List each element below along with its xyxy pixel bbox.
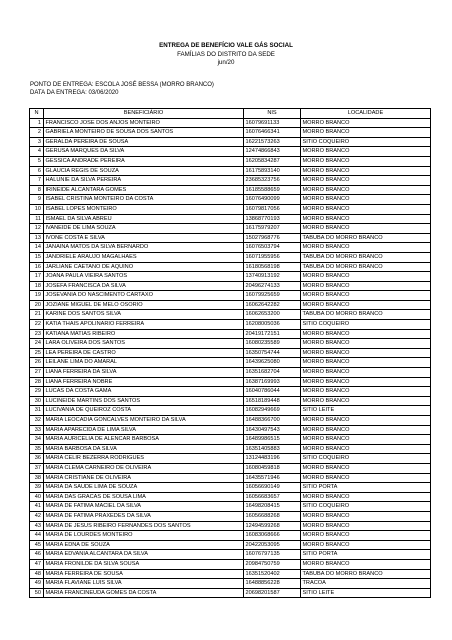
nis-number: 16518189448	[244, 396, 301, 406]
table-row	[30, 262, 431, 272]
row-number: 23	[30, 329, 44, 339]
beneficiary-name: ISABEL LOPES MONTEIRO	[44, 204, 244, 214]
beneficiary-name: MARIA DE FATIMA MACIEL DA SILVA	[44, 502, 244, 512]
delivery-info	[30, 81, 214, 98]
locality: MORRO BRANCO	[301, 166, 431, 176]
document-title: ENTREGA DE BENEFÍCIO VALE GÁS SOCIAL	[159, 42, 293, 49]
table-row	[30, 444, 431, 454]
beneficiary-name: IRINEIDE ALCANTARA GOMES	[44, 185, 244, 195]
beneficiary-name: LIANA FERREIRA NOBRE	[44, 377, 244, 387]
table-row	[30, 320, 431, 330]
beneficiary-name: LIANA FERREIRA DA SILVA	[44, 368, 244, 378]
beneficiary-name: IVANEIDE DE LIMA SOUZA	[44, 224, 244, 234]
row-number: 7	[30, 176, 44, 186]
locality: MORRO BRANCO	[301, 243, 431, 253]
locality: SITIO COQUEIRO	[301, 320, 431, 330]
nis-number: 16076466341	[244, 128, 301, 138]
nis-number: 20422053095	[244, 540, 301, 550]
table-row	[30, 185, 431, 195]
locality: SITIO COQUEIRO	[301, 454, 431, 464]
table-row	[30, 310, 431, 320]
locality: MORRO BRANCO	[301, 416, 431, 426]
locality: MORRO BRANCO	[301, 329, 431, 339]
nis-number: 16221573263	[244, 137, 301, 147]
row-number: 5	[30, 156, 44, 166]
locality: MORRO BRANCO	[301, 156, 431, 166]
table-row	[30, 339, 431, 349]
row-number: 4	[30, 147, 44, 157]
beneficiary-name: MARIA CELIR BEZERRA RODRIGUES	[44, 454, 244, 464]
locality: MORRO BRANCO	[301, 281, 431, 291]
table-row	[30, 176, 431, 186]
nis-number: 16062642282	[244, 300, 301, 310]
row-number: 18	[30, 281, 44, 291]
locality: SITIO LEITE	[301, 406, 431, 416]
locality: TABUBA DO MORRO BRANCO	[301, 262, 431, 272]
row-number: 35	[30, 444, 44, 454]
table-row	[30, 243, 431, 253]
column-header-locality: LOCALIDADE	[301, 109, 431, 119]
nis-number: 20984750759	[244, 559, 301, 569]
locality: MORRO BRANCO	[301, 358, 431, 368]
beneficiary-name: MARIA LEOCADIA GONCALVES MONTEIRO DA SILVA	[44, 416, 244, 426]
table-row	[30, 281, 431, 291]
delivery-date: DATA DA ENTREGA: 03/06/2020	[30, 90, 119, 97]
row-number: 12	[30, 224, 44, 234]
locality: MORRO BRANCO	[301, 214, 431, 224]
beneficiary-name: GABRIELA MONTEIRO DE SOUSA DOS SANTOS	[44, 128, 244, 138]
nis-number: 16488366700	[244, 416, 301, 426]
locality: MORRO BRANCO	[301, 176, 431, 186]
row-number: 21	[30, 310, 44, 320]
table-row	[30, 435, 431, 445]
nis-number: 13868770193	[244, 214, 301, 224]
table-row	[30, 579, 431, 589]
nis-number: 16040786044	[244, 387, 301, 397]
beneficiary-table	[29, 108, 431, 598]
row-number: 3	[30, 137, 44, 147]
beneficiary-name: GERALDA PEREIRA DE SOUSA	[44, 137, 244, 147]
table-row	[30, 214, 431, 224]
beneficiary-name: MARIA DE JESUS RIBEIRO FERNANDES DOS SANTOS	[44, 521, 244, 531]
beneficiary-name: JARLIANE CAETANO DE AQUINO	[44, 262, 244, 272]
nis-number: 20419172151	[244, 329, 301, 339]
table-row	[30, 550, 431, 560]
row-number: 38	[30, 473, 44, 483]
row-number: 49	[30, 579, 44, 589]
locality: MORRO BRANCO	[301, 463, 431, 473]
beneficiary-name: LUCIVANIA DE QUEIROZ COSTA	[44, 406, 244, 416]
table-row	[30, 521, 431, 531]
beneficiary-name: LUCAS DA COSTA GAMA	[44, 387, 244, 397]
table-row	[30, 358, 431, 368]
row-number: 9	[30, 195, 44, 205]
nis-number: 12494599268	[244, 521, 301, 531]
table-row	[30, 588, 431, 598]
locality: SITIO PORTA	[301, 483, 431, 493]
column-header-beneficiary: BENEFICIÁRIO	[44, 109, 244, 119]
nis-number: 16430497543	[244, 425, 301, 435]
beneficiary-name: LEILANE LIMA DO AMARAL	[44, 358, 244, 368]
locality: SITIO LEITE	[301, 588, 431, 598]
row-number: 29	[30, 387, 44, 397]
beneficiary-name: ISABEL CRISTINA MONTEIRO DA COSTA	[44, 195, 244, 205]
beneficiary-name: KATIA THAIS APOLINARIO FERREIRA	[44, 320, 244, 330]
locality: MORRO BRANCO	[301, 473, 431, 483]
beneficiary-name: MARIA EDNA DE SOUZA	[44, 540, 244, 550]
locality: MORRO BRANCO	[301, 368, 431, 378]
column-header-number: N	[30, 109, 44, 119]
row-number: 28	[30, 377, 44, 387]
table-row	[30, 483, 431, 493]
row-number: 39	[30, 483, 44, 493]
beneficiary-name: LARA OLIVEIRA DOS SANTOS	[44, 339, 244, 349]
locality: MORRO BRANCO	[301, 118, 431, 128]
nis-number: 16079817056	[244, 204, 301, 214]
locality: MORRO BRANCO	[301, 204, 431, 214]
beneficiary-name: MARIA CLEMA CARNEIRO DE OLIVEIRA	[44, 463, 244, 473]
beneficiary-name: IVONE COSTA E SILVA	[44, 233, 244, 243]
nis-number: 16175893140	[244, 166, 301, 176]
row-number: 48	[30, 569, 44, 579]
table-row	[30, 291, 431, 301]
locality: MORRO BRANCO	[301, 339, 431, 349]
nis-number: 16351520402	[244, 569, 301, 579]
nis-number: 16351405883	[244, 444, 301, 454]
locality: TRACOA	[301, 579, 431, 589]
locality: MORRO BRANCO	[301, 540, 431, 550]
delivery-location: PONTO DE ENTREGA: ESCOLA JOSÉ BESSA (MORRO BRANCO)	[30, 82, 214, 88]
row-number: 19	[30, 291, 44, 301]
table-row	[30, 233, 431, 243]
table-row	[30, 387, 431, 397]
locality: SITIO COQUEIRO	[301, 137, 431, 147]
nis-number: 16056683657	[244, 492, 301, 502]
table-header-row	[30, 109, 431, 119]
nis-number: 16082949669	[244, 406, 301, 416]
table-row	[30, 147, 431, 157]
nis-number: 16351682704	[244, 368, 301, 378]
row-number: 20	[30, 300, 44, 310]
locality: MORRO BRANCO	[301, 425, 431, 435]
nis-number: 12474866843	[244, 147, 301, 157]
locality: MORRO BRANCO	[301, 521, 431, 531]
beneficiary-name: MARIA FLAVIANE LUIS SILVA	[44, 579, 244, 589]
beneficiary-name: MARIA APARECIDA DE LIMA SILVA	[44, 425, 244, 435]
nis-number: 13740913192	[244, 272, 301, 282]
beneficiary-name: GLAUCIA REGIS DE SOUZA	[44, 166, 244, 176]
table-row	[30, 137, 431, 147]
nis-number: 16079691133	[244, 118, 301, 128]
row-number: 13	[30, 233, 44, 243]
table-row	[30, 463, 431, 473]
beneficiary-name: MARIA DE LOURDES MONTEIRO	[44, 531, 244, 541]
nis-number: 16076503794	[244, 243, 301, 253]
table-row	[30, 377, 431, 387]
beneficiary-name: ISMAEL DA SILVA ABREU	[44, 214, 244, 224]
locality: MORRO BRANCO	[301, 396, 431, 406]
nis-number: 16175979207	[244, 224, 301, 234]
nis-number: 16076490099	[244, 195, 301, 205]
beneficiary-name: LEA PEREIRA DE CASTRO	[44, 348, 244, 358]
table-row	[30, 425, 431, 435]
column-header-nis: NIS	[244, 109, 301, 119]
locality: MORRO BRANCO	[301, 559, 431, 569]
table-row	[30, 252, 431, 262]
nis-number: 16208005036	[244, 320, 301, 330]
beneficiary-name: KATIANA MATIAS RIBEIRO	[44, 329, 244, 339]
nis-number: 16498208415	[244, 502, 301, 512]
locality: MORRO BRANCO	[301, 224, 431, 234]
row-number: 25	[30, 348, 44, 358]
row-number: 16	[30, 262, 44, 272]
row-number: 1	[30, 118, 44, 128]
beneficiary-name: HALUNIE DA SILVA PEREIRA	[44, 176, 244, 186]
row-number: 50	[30, 588, 44, 598]
table-row	[30, 368, 431, 378]
table-row	[30, 224, 431, 234]
locality: MORRO BRANCO	[301, 195, 431, 205]
locality: MORRO BRANCO	[301, 300, 431, 310]
locality: MORRO BRANCO	[301, 185, 431, 195]
nis-number: 13124483196	[244, 454, 301, 464]
nis-number: 16071955956	[244, 252, 301, 262]
locality: TABUBA DO MORRO BRANCO	[301, 233, 431, 243]
nis-number: 16185588659	[244, 185, 301, 195]
table-row	[30, 195, 431, 205]
row-number: 22	[30, 320, 44, 330]
beneficiary-name: JOSEFA FRANCISCA DA SILVA	[44, 281, 244, 291]
beneficiary-name: MARIA EDVANIA ALCANTARA DA SILVA	[44, 550, 244, 560]
table-row	[30, 329, 431, 339]
beneficiary-name: MARIA FERREIRA DE SOUSA	[44, 569, 244, 579]
beneficiary-name: JANAINA MATOS DA SILVA BERNARDO	[44, 243, 244, 253]
locality: MORRO BRANCO	[301, 147, 431, 157]
locality: TABUBA DO MORRO BRANCO	[301, 252, 431, 262]
row-number: 30	[30, 396, 44, 406]
beneficiary-name: FRANCISCO JOSE DOS ANJOS MONTEIRO	[44, 118, 244, 128]
nis-number: 16080459818	[244, 463, 301, 473]
locality: MORRO BRANCO	[301, 272, 431, 282]
document-period: jun/20	[217, 59, 235, 67]
row-number: 27	[30, 368, 44, 378]
row-number: 6	[30, 166, 44, 176]
locality: MORRO BRANCO	[301, 444, 431, 454]
row-number: 11	[30, 214, 44, 224]
beneficiary-name: MARIA FRANCINEUDA GOMES DA COSTA	[44, 588, 244, 598]
locality: MORRO BRANCO	[301, 377, 431, 387]
beneficiary-name: MARIA FRONILDE DA SILVA SOUSA	[44, 559, 244, 569]
beneficiary-name: MARIA DE FATIMA PRAXEDES DA SILVA	[44, 511, 244, 521]
row-number: 31	[30, 406, 44, 416]
table-row	[30, 204, 431, 214]
locality: MORRO BRANCO	[301, 387, 431, 397]
row-number: 15	[30, 252, 44, 262]
row-number: 33	[30, 425, 44, 435]
table-row	[30, 416, 431, 426]
locality: MORRO BRANCO	[301, 128, 431, 138]
beneficiary-name: GERUSA MARQUES DA SILVA	[44, 147, 244, 157]
table-row	[30, 531, 431, 541]
row-number: 24	[30, 339, 44, 349]
nis-number: 16062653200	[244, 310, 301, 320]
locality: TABUBA DO MORRO BRANCO	[301, 310, 431, 320]
beneficiary-name: MARIA AURICELIA DE ALENCAR BARBOSA	[44, 435, 244, 445]
row-number: 8	[30, 185, 44, 195]
beneficiary-name: KARINE DOS SANTOS SILVA	[44, 310, 244, 320]
row-number: 2	[30, 128, 44, 138]
table-row	[30, 348, 431, 358]
table-row	[30, 511, 431, 521]
table-row	[30, 569, 431, 579]
nis-number: 16076797135	[244, 550, 301, 560]
table-row	[30, 118, 431, 128]
nis-number: 23685323756	[244, 176, 301, 186]
table-row	[30, 454, 431, 464]
beneficiary-name: MARIA CRISTIANE DE OLIVEIRA	[44, 473, 244, 483]
table-row	[30, 540, 431, 550]
nis-number: 15027968776	[244, 233, 301, 243]
locality: MORRO BRANCO	[301, 511, 431, 521]
row-number: 34	[30, 435, 44, 445]
beneficiary-name: MARIA DA SAUDE LIMA DE SOUZA	[44, 483, 244, 493]
row-number: 10	[30, 204, 44, 214]
row-number: 37	[30, 463, 44, 473]
nis-number: 16180568198	[244, 262, 301, 272]
nis-number: 20698201587	[244, 588, 301, 598]
table-row	[30, 396, 431, 406]
beneficiary-name: LUCINEIDE MARTINS DOS SANTOS	[44, 396, 244, 406]
table-row	[30, 502, 431, 512]
row-number: 41	[30, 502, 44, 512]
table-row	[30, 272, 431, 282]
table-row	[30, 128, 431, 138]
row-number: 40	[30, 492, 44, 502]
locality: MORRO BRANCO	[301, 492, 431, 502]
row-number: 14	[30, 243, 44, 253]
nis-number: 16080235589	[244, 339, 301, 349]
locality: SITIO COQUEIRO	[301, 502, 431, 512]
row-number: 32	[30, 416, 44, 426]
row-number: 44	[30, 531, 44, 541]
row-number: 36	[30, 454, 44, 464]
table-row	[30, 406, 431, 416]
table-row	[30, 156, 431, 166]
nis-number: 16205834287	[244, 156, 301, 166]
nis-number: 16350754744	[244, 348, 301, 358]
row-number: 17	[30, 272, 44, 282]
beneficiary-name: JANDRIELE ARAUJO MAGALHAES	[44, 252, 244, 262]
locality: MORRO BRANCO	[301, 531, 431, 541]
nis-number: 16387169993	[244, 377, 301, 387]
beneficiary-name: JOANA PAULA VIEIRA SANTOS	[44, 272, 244, 282]
row-number: 43	[30, 521, 44, 531]
beneficiary-name: MARIA DAS GRACAS DE SOUSA LIMA	[44, 492, 244, 502]
document-subtitle: FAMÍLIAS DO DISTRITO DA SEDE	[177, 50, 275, 58]
nis-number: 16056688268	[244, 511, 301, 521]
locality: MORRO BRANCO	[301, 348, 431, 358]
table-row	[30, 300, 431, 310]
nis-number: 16083068666	[244, 531, 301, 541]
row-number: 45	[30, 540, 44, 550]
row-number: 26	[30, 358, 44, 368]
beneficiary-name: MARIA BARBOSA DA SILVA	[44, 444, 244, 454]
row-number: 46	[30, 550, 44, 560]
locality: SITIO PORTA	[301, 550, 431, 560]
table-body	[30, 118, 431, 598]
table-row	[30, 492, 431, 502]
row-number: 42	[30, 511, 44, 521]
nis-number: 16489986515	[244, 435, 301, 445]
locality: TABUBA DO MORRO BRANCO	[301, 569, 431, 579]
beneficiary-name: JOSEVANIA DO NASCIMENTO CARTAXO	[44, 291, 244, 301]
table-row	[30, 473, 431, 483]
nis-number: 16079925659	[244, 291, 301, 301]
locality: MORRO BRANCO	[301, 291, 431, 301]
nis-number: 16488856228	[244, 579, 301, 589]
document-header	[0, 42, 452, 68]
nis-number: 16056690149	[244, 483, 301, 493]
nis-number: 16439625080	[244, 358, 301, 368]
table-row	[30, 559, 431, 569]
nis-number: 16435571946	[244, 473, 301, 483]
beneficiary-name: JOZIANE MIGUEL DE MELO OSORIO	[44, 300, 244, 310]
beneficiary-name: GESSICA ANDRADE PEREIRA	[44, 156, 244, 166]
row-number: 47	[30, 559, 44, 569]
table-row	[30, 166, 431, 176]
locality: MORRO BRANCO	[301, 435, 431, 445]
nis-number: 20496274133	[244, 281, 301, 291]
